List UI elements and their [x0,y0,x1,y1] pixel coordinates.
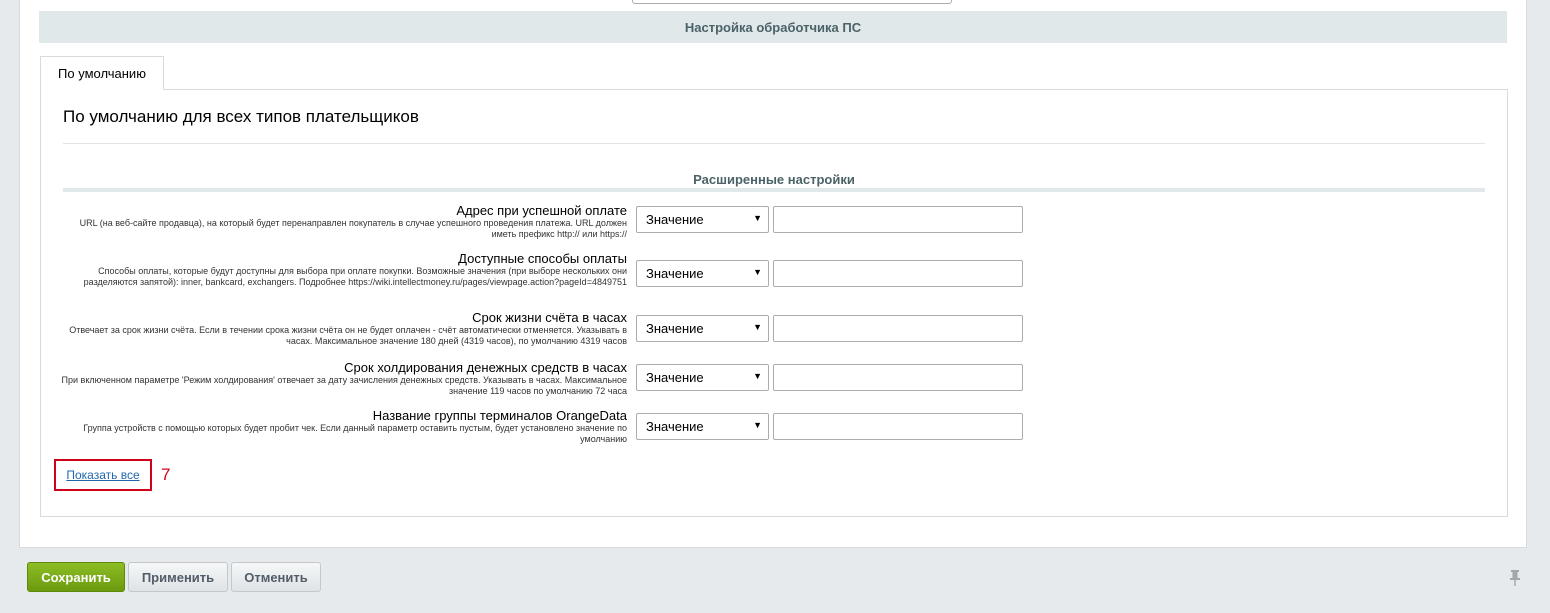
value-input[interactable] [773,413,1023,440]
divider [63,143,1485,144]
settings-panel [19,0,1527,548]
payer-type-title: По умолчанию для всех типов плательщиков [63,107,419,126]
section-header: Настройка обработчика ПС [39,11,1507,43]
value-type-select[interactable]: Значение ▼ [636,206,769,233]
value-input[interactable] [773,206,1023,233]
value-input[interactable] [773,315,1023,342]
setting-description: При включенном параметре 'Режим холдирования' отвечает за дату зачисления денежных средств. Указывать в часах. Максимальное значение 119 часов по умолчанию 72 часа [61,375,627,396]
cancel-button[interactable]: Отменить [231,562,321,592]
setting-label: Адрес при успешной оплате [456,203,627,218]
setting-label: Срок холдирования денежных средств в часах [344,360,627,375]
tab-default[interactable]: По умолчанию [40,56,164,90]
value-type-select[interactable]: Значение ▼ [636,413,769,440]
setting-description: Способы оплаты, которые будут доступны для выбора при оплате покупки. Возможные значения (при выборе нескольких они разделяются запятой): inner, bankcard, exchangers. Подробнее https://wiki.intellectmoney.ru/pages/viewpage.action?pageId=4849751 [83,266,627,287]
advanced-settings-header: Расширенные настройки [63,172,1485,192]
pin-icon[interactable] [1508,569,1522,587]
setting-description: URL (на веб-сайте продавца), на который будет перенаправлен покупатель в случае успешного проведения платежа. URL должен иметь префикс http:// или https:// [79,218,627,239]
value-input[interactable] [773,364,1023,391]
show-all-link[interactable]: Показать все [66,468,140,482]
setting-label: Срок жизни счёта в часах [472,310,627,325]
value-type-select[interactable]: Значение ▼ [636,315,769,342]
setting-description: Отвечает за срок жизни счёта. Если в течении срока жизни счёта он не будет оплачен - счёт автоматически отменяется. Указывать в часах. Максимальное значение 180 дней (4319 часов), по умолчанию 4319 часов [69,325,627,346]
chevron-down-icon: ▼ [753,267,762,277]
annotation-number: 7 [161,465,171,484]
value-type-select[interactable]: Значение ▼ [636,364,769,391]
chevron-down-icon: ▼ [753,322,762,332]
show-all-highlight [54,459,152,491]
chevron-down-icon: ▼ [753,420,762,430]
setting-label: Доступные способы оплаты [458,251,627,266]
tab-content [40,89,1508,517]
setting-description: Группа устройств с помощью которых будет пробит чек. Если данный параметр оставить пустым, будет установлено значение по умолчанию [83,423,627,444]
apply-button[interactable]: Применить [128,562,228,592]
save-button[interactable]: Сохранить [27,562,125,592]
chevron-down-icon: ▼ [753,213,762,223]
setting-label: Название группы терминалов OrangeData [372,408,627,423]
top-partial-input[interactable] [632,0,952,4]
chevron-down-icon: ▼ [753,371,762,381]
value-input[interactable] [773,260,1023,287]
value-type-select[interactable]: Значение ▼ [636,260,769,287]
